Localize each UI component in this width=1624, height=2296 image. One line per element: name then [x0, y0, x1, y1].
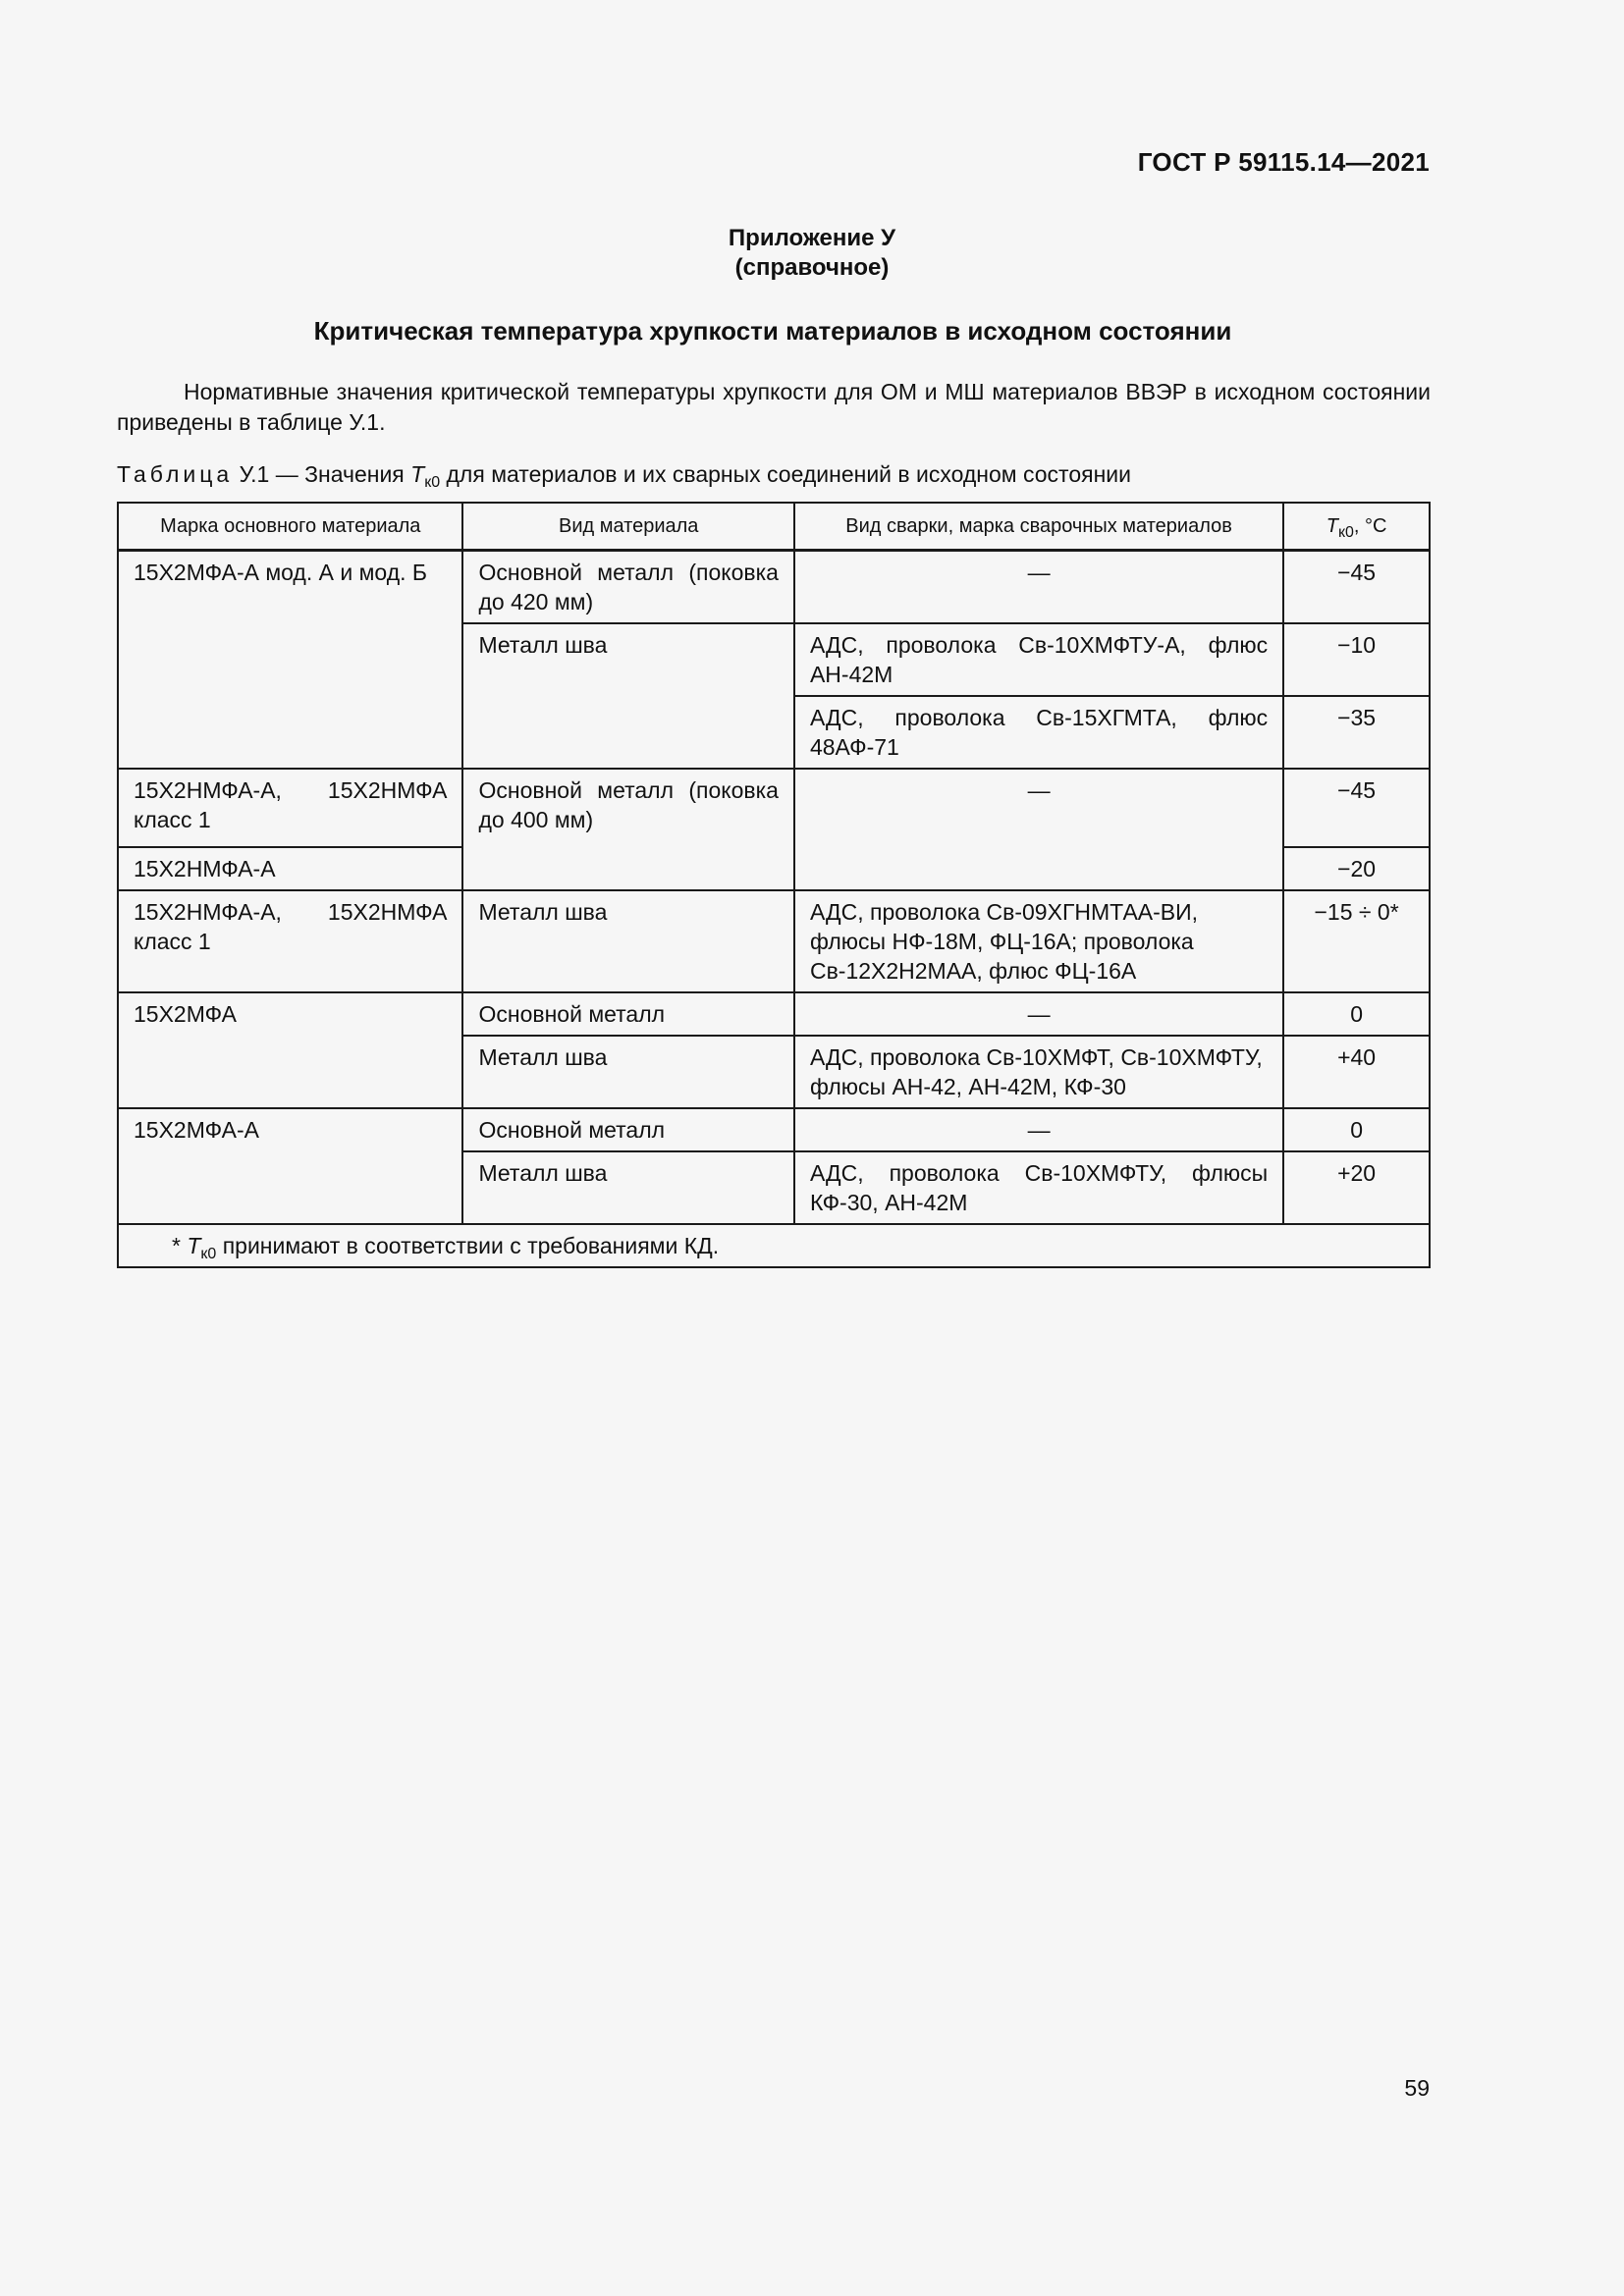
appendix-type: (справочное) — [734, 254, 890, 281]
grade-cell: 15Х2МФА — [118, 992, 462, 1108]
material-cell: Основной металл — [462, 1108, 793, 1151]
tk0-cell: +40 — [1283, 1036, 1430, 1108]
intro-paragraph: Нормативные значения критической температуры хрупкости для ОМ и МШ материалов ВВЭР в исходном состоянии приведены в таблице У.1. — [117, 379, 1431, 435]
table-row — [118, 890, 1430, 992]
header-welding: Вид сварки, марка сварочных материалов — [794, 503, 1283, 551]
table-row — [118, 1108, 1430, 1151]
material-cell: Металл шва — [462, 1151, 793, 1224]
welding-cell: — — [794, 551, 1283, 624]
table-row — [118, 551, 1430, 624]
caption-subscript: к0 — [424, 474, 441, 491]
table-row — [118, 992, 1430, 1036]
table-caption — [117, 461, 1131, 491]
header-grade: Марка основного материала — [118, 503, 462, 551]
footnote-cell — [118, 1224, 1430, 1267]
grade-cell: 15Х2НМФА-А, 15Х2НМФА класс 1 — [118, 890, 462, 992]
grade-cell: 15Х2МФА-А — [118, 1108, 462, 1224]
footnote-text: принимают в соответствии с требованиями КД. — [222, 1233, 720, 1258]
welding-cell: АДС, проволока Св-10ХМФТУ-А, флюс АН-42М — [794, 623, 1283, 696]
tk0-cell: +20 — [1283, 1151, 1430, 1224]
material-cell: Металл шва — [462, 1036, 793, 1108]
welding-cell: АДС, проволока Св-10ХМФТУ, флюсы КФ-30, АН-42М — [794, 1151, 1283, 1224]
header-t-unit: , °C — [1353, 515, 1387, 537]
footnote-subscript: к0 — [200, 1246, 217, 1262]
tk0-cell: −45 — [1283, 769, 1430, 847]
welding-cell: — — [794, 769, 1283, 890]
grade-cell: 15Х2МФА-А мод. А и мод. Б — [118, 551, 462, 770]
table-row — [118, 769, 1430, 847]
footnote-symbol: T — [187, 1233, 201, 1258]
table-header-row — [118, 503, 1430, 551]
appendix-heading — [0, 224, 1624, 283]
material-cell: Основной металл (поковка до 420 мм) — [462, 551, 793, 624]
grade-cell: 15Х2НМФА-А — [118, 847, 462, 890]
welding-cell: — — [794, 992, 1283, 1036]
caption-rest: для материалов и их сварных соединений в исходном состоянии — [446, 461, 1131, 487]
tk0-cell: −10 — [1283, 623, 1430, 696]
header-t-symbol: T — [1326, 515, 1338, 537]
section-title: Критическая температура хрупкости материалов в исходном состоянии — [313, 316, 1232, 346]
material-cell: Металл шва — [462, 623, 793, 769]
caption-number: У.1 — Значения — [239, 461, 405, 487]
tk0-cell: −15 ÷ 0* — [1283, 890, 1430, 992]
appendix-title: Приложение У — [728, 225, 896, 251]
tk0-cell: −20 — [1283, 847, 1430, 890]
material-cell: Основной металл (поковка до 400 мм) — [462, 769, 793, 890]
welding-cell: АДС, проволока Св-15ХГМТА, флюс 48АФ-71 — [794, 696, 1283, 769]
welding-cell: — — [794, 1108, 1283, 1151]
tk0-cell: −35 — [1283, 696, 1430, 769]
welding-cell: АДС, проволока Св-09ХГНМТАА-ВИ, флюсы НФ-18М, ФЦ-16А; проволока Св-12Х2Н2МАА, флюс ФЦ-16А — [794, 890, 1283, 992]
material-cell: Основной металл — [462, 992, 793, 1036]
tk0-cell: 0 — [1283, 992, 1430, 1036]
footnote-star: * — [172, 1233, 181, 1258]
header-tk0 — [1283, 503, 1430, 551]
welding-cell: АДС, проволока Св-10ХМФТ, Св-10ХМФТУ, флюсы АН-42, АН-42М, КФ-30 — [794, 1036, 1283, 1108]
tk0-cell: −45 — [1283, 551, 1430, 624]
header-type: Вид материала — [462, 503, 793, 551]
caption-symbol: T — [410, 461, 425, 487]
caption-label: Таблица — [117, 461, 234, 487]
material-cell: Металл шва — [462, 890, 793, 992]
tk0-values-table — [117, 502, 1431, 1268]
tk0-cell: 0 — [1283, 1108, 1430, 1151]
document-code: ГОСТ Р 59115.14—2021 — [1137, 147, 1430, 177]
page-number: 59 — [1404, 2075, 1430, 2101]
footnote-row — [118, 1224, 1430, 1267]
header-t-sub: к0 — [1337, 524, 1354, 541]
grade-cell: 15Х2НМФА-А, 15Х2НМФА класс 1 — [118, 769, 462, 847]
